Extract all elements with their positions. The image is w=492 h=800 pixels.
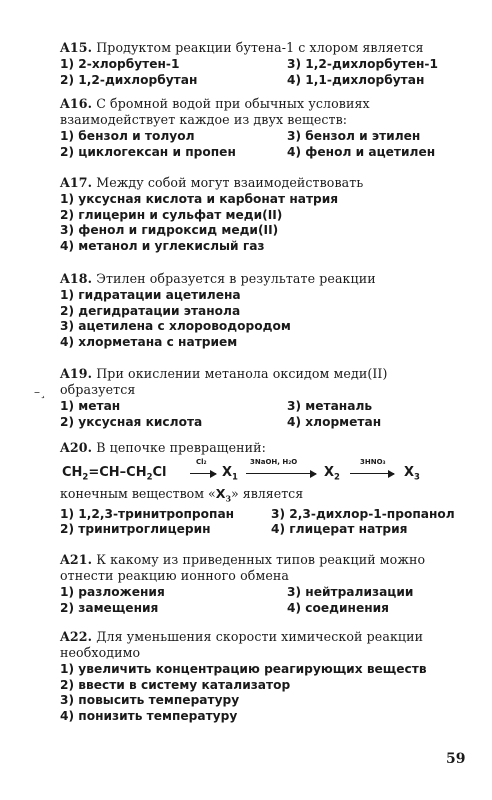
product-x3: $X_3$: [404, 465, 420, 483]
answer-option: 4) хлорметан: [287, 414, 382, 429]
question-number: A21.: [60, 552, 93, 567]
answer-option: 1) 2-хлорбутен-1: [60, 57, 180, 71]
answer-option: 1) гидратации ацетилена: [60, 288, 241, 302]
page-number: 59: [446, 751, 466, 767]
answer-option: 4) понизить температуру: [60, 708, 238, 723]
answer-option: 1) 1,2,3-тринитропропан: [60, 506, 235, 521]
answer-option: 2) замещения: [60, 600, 159, 615]
reaction-arrow: [350, 473, 394, 474]
answer-option: 2) глицерин и сульфат меди(II): [60, 207, 283, 222]
question-a21: [60, 552, 460, 616]
answer-option: 2) циклогексан и пропен: [60, 144, 236, 159]
answer-option: 1) уксусная кислота и карбонат натрия: [60, 192, 339, 206]
question-text: A15. Продуктом реакции бутена-1 с хлором является: [60, 40, 424, 55]
answer-option: 4) соединения: [287, 600, 390, 615]
question-text: A17. Между собой могут взаимодействовать: [60, 175, 364, 190]
reagent-label: Cl₂: [196, 458, 207, 466]
answer-option: 3) 1,2-дихлорбутен-1: [287, 57, 438, 71]
answer-option: 3) фенол и гидроксид меди(II): [60, 223, 279, 237]
answer-option: 3) повысить температуру: [60, 693, 240, 707]
question-a18: [60, 271, 460, 350]
question-text: A21. К какому из приведенных типов реакций можно отнести реакцию ионного обмена: [60, 552, 426, 583]
answer-option: 4) глицерат натрия: [271, 522, 408, 537]
answer-option: 2) ввести в систему катализатор: [60, 677, 291, 692]
answer-option: 3) метаналь: [287, 399, 373, 413]
intermediate-x1: $X_1$: [222, 465, 238, 483]
answer-option: 1) метан: [60, 399, 121, 413]
answer-option: 4) фенол и ацетилен: [287, 144, 436, 159]
answer-option: 1) увеличить концентрацию реагирующих веществ: [60, 662, 427, 676]
reaction-arrow: [246, 473, 316, 474]
question-number: A19.: [60, 366, 93, 381]
question-text: A18. Этилен образуется в результате реакции: [60, 271, 376, 286]
question-number: A18.: [60, 271, 93, 286]
question-number: A17.: [60, 175, 93, 190]
answer-option: 2) тринитроглицерин: [60, 522, 211, 537]
answer-option: 2) дегидратации этанола: [60, 303, 241, 318]
question-a17: [60, 175, 460, 254]
answer-option: 3) нейтрализации: [287, 585, 414, 599]
question-continuation: конечным веществом «$X_3$» является: [60, 486, 304, 504]
starting-compound: $CH_2=CH-CH_2Cl$: [62, 465, 167, 483]
answer-option: 4) хлорметана с натрием: [60, 334, 238, 349]
question-a15: [60, 40, 460, 88]
question-text: A16. С бромной водой при обычных условиях взаимодействует каждое из двух веществ:: [60, 96, 370, 127]
answer-option: 3) ацетилена с хлороводородом: [60, 319, 291, 333]
answer-option: 4) метанол и углекислый газ: [60, 238, 265, 253]
answer-option: 3) 2,3-дихлор-1-пропанол: [271, 506, 455, 521]
question-text: A19. При окислении метанола оксидом меди(II) образуется: [60, 366, 388, 397]
reagent-label: 3NaOH, H₂O: [250, 458, 298, 466]
intermediate-x2: $X_2$: [324, 465, 340, 483]
reagent-label: 3HNO₃: [360, 458, 386, 466]
question-a19: [60, 366, 460, 430]
answer-option: 2) уксусная кислота: [60, 414, 203, 429]
reaction-arrow: [190, 473, 216, 474]
question-a20: [60, 440, 460, 538]
margin-mark: –¸: [34, 385, 46, 399]
answer-option: 4) 1,1-дихлорбутан: [287, 72, 425, 87]
question-number: A20.: [60, 440, 93, 455]
answer-option: 3) бензол и этилен: [287, 129, 421, 143]
question-number: A22.: [60, 629, 93, 644]
question-text: A22. Для уменьшения скорости химической реакции необходимо: [60, 629, 424, 660]
question-text: A20. В цепочке превращений:: [60, 440, 266, 455]
answer-option: 2) 1,2-дихлорбутан: [60, 72, 198, 87]
answer-option: 1) разложения: [60, 585, 165, 599]
answer-option: 1) бензол и толуол: [60, 129, 195, 143]
question-a22: [60, 629, 460, 724]
question-a16: [60, 96, 460, 160]
reaction-scheme: [60, 458, 460, 484]
question-number: A15.: [60, 40, 93, 55]
question-number: A16.: [60, 96, 93, 111]
